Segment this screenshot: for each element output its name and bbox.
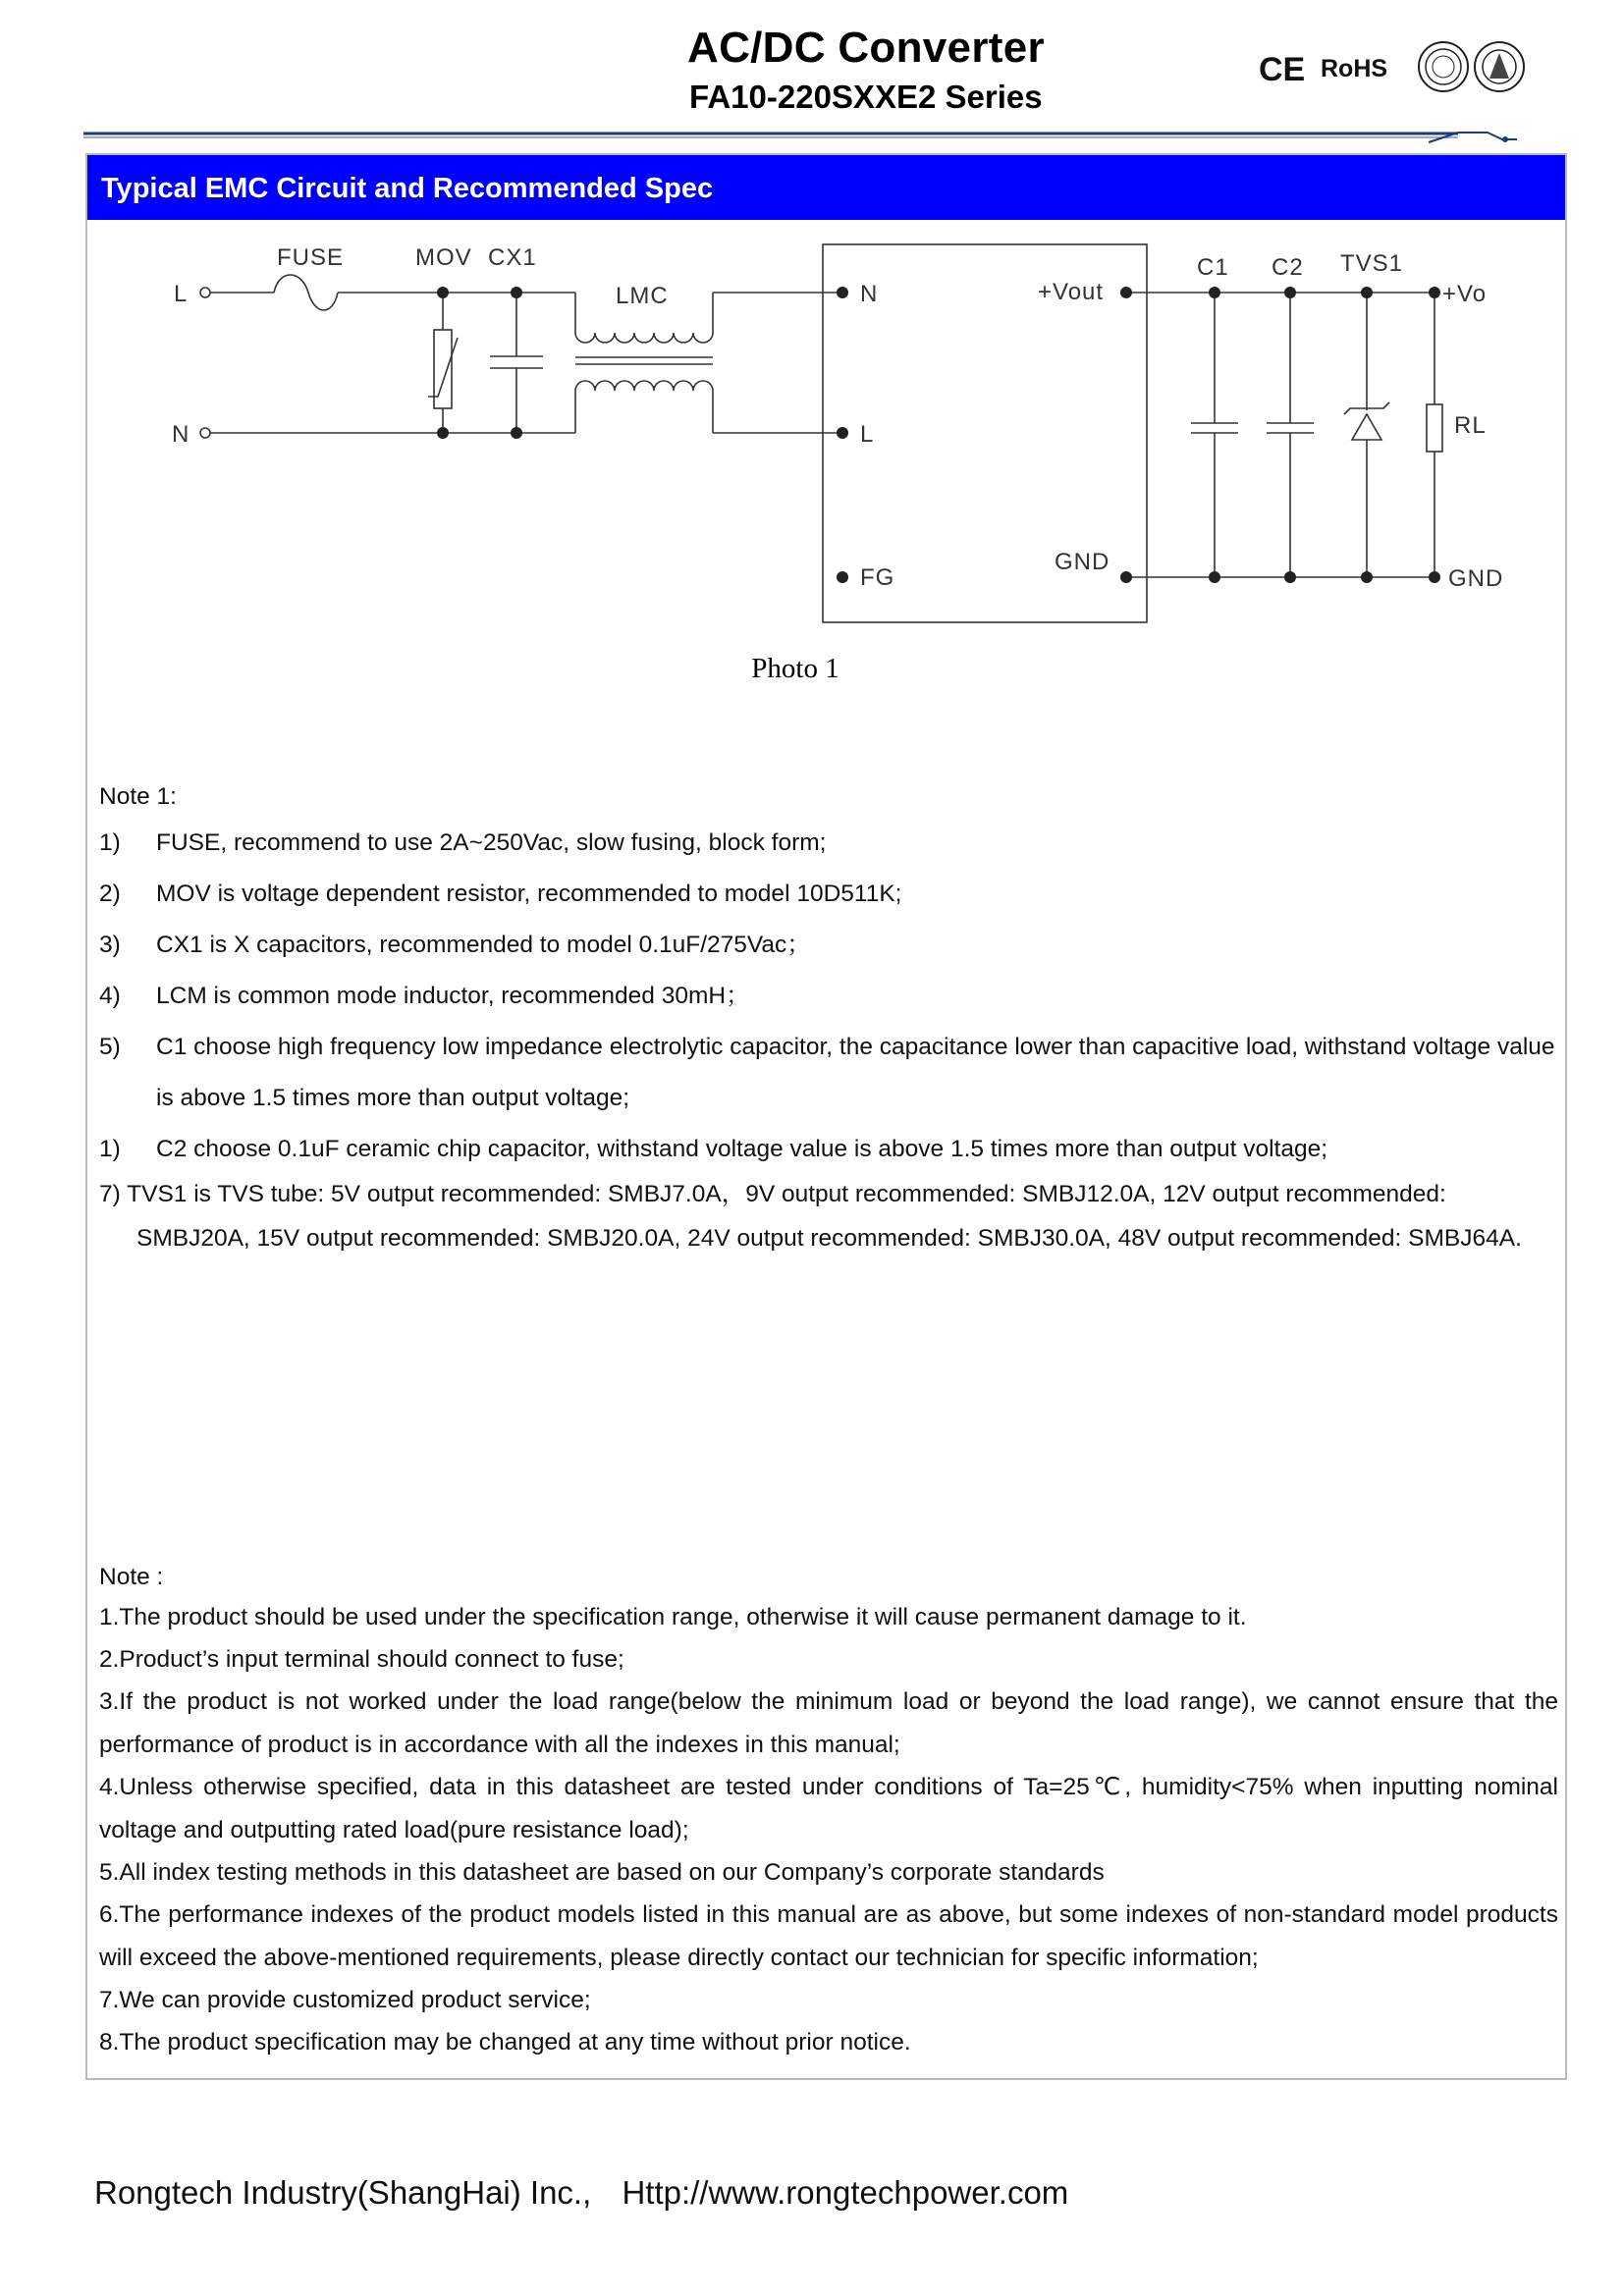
note-item: 1.The product should be used under the specification range, otherwise it will cause permanent damage to it. [99, 1604, 1247, 1630]
iso-seal-icon [1419, 42, 1468, 91]
label-tvs1: TVS1 [1340, 250, 1404, 277]
note-item: 5.All index testing methods in this datasheet are based on our Company’s corporate standards [99, 1859, 1105, 1886]
pin-label-vout: +Vout [1038, 279, 1105, 305]
input-label-n: N [172, 421, 190, 448]
quality-seal-icon [1475, 42, 1524, 91]
note1-item-7 [99, 1172, 1562, 1260]
label-c2: C2 [1272, 254, 1304, 281]
note-item: 7.We can provide customized product service; [99, 1987, 591, 2013]
note1-item-number: 2) [99, 881, 121, 907]
fuse-symbol [274, 275, 338, 310]
note1-item-number: 5) [99, 1034, 121, 1060]
note-item: 4.Unless otherwise specified, data in this datasheet are tested under conditions of Ta=25℃, humidity<75% when inputting nominal voltage and outputting rated load(pure resistance load); [99, 1774, 1558, 1843]
tvs-symbol [1352, 414, 1381, 440]
note-item: 2.Product’s input terminal should connect to fuse; [99, 1646, 624, 1673]
certification-logos [1247, 37, 1542, 96]
label-c1: C1 [1197, 254, 1229, 281]
note1-item-number: 1) [99, 829, 121, 856]
note-item: 8.The product specification may be changed at any time without prior notice. [99, 2029, 911, 2056]
note1-item-text: C1 choose high frequency low impedance electrolytic capacitor, the capacitance lower than capacitive load, withstand voltage value is above 1.5 times more than output voltage; [156, 1034, 1555, 1111]
header-divider [83, 131, 1517, 146]
note1-item-text: C2 choose 0.1uF ceramic chip capacitor, withstand voltage value is above 1.5 times more than output voltage; [156, 1136, 1327, 1162]
section-banner [87, 155, 1565, 220]
note1-item-text: CX1 is X capacitors, recommended to model 0.1uF/275Vac； [156, 932, 811, 958]
pin-label-n: N [860, 281, 879, 307]
note1-item-number: 1) [99, 1136, 121, 1162]
company-name: Rongtech Industry(ShangHai) Inc., [94, 2174, 592, 2211]
label-rl: RL [1454, 412, 1487, 439]
load-resistor-symbol [1427, 404, 1442, 452]
note-item: 6.The performance indexes of the product models listed in this manual are as above, but some indexes of non-standard model products will exceed the above-mentioned requirements, please directly contact our technician for specific information; [99, 1901, 1558, 1971]
note1-item-number: 4) [99, 983, 121, 1009]
label-cx1: CX1 [488, 244, 537, 271]
note-item: 3.If the product is not worked under the load range(below the minimum load or beyond the load range), we cannot ensure that the performance of product is in accordance with all the indexes in this manual; [99, 1688, 1558, 1758]
document-title: AC/DC Converter [687, 24, 1045, 72]
label-lmc: LMC [616, 283, 669, 309]
page-footer [94, 2174, 1090, 2212]
lmc-coil-bottom [575, 381, 713, 391]
company-website-link[interactable]: Http://www.rongtechpower.com [622, 2174, 1069, 2211]
section-title: Typical EMC Circuit and Recommended Spec [101, 173, 714, 204]
input-label-l: L [174, 281, 189, 307]
label-fuse: FUSE [277, 244, 345, 271]
emc-circuit-diagram [87, 222, 1565, 644]
pin-label-fg: FG [860, 564, 895, 591]
note1-heading: Note 1: [99, 783, 177, 810]
notes-heading: Note : [99, 1564, 164, 1590]
lmc-coil-top [575, 333, 713, 343]
output-label-gnd: GND [1448, 565, 1504, 592]
label-mov: MOV [415, 244, 472, 271]
pin-label-l: L [860, 421, 875, 448]
ce-mark: CE [1259, 51, 1306, 88]
figure-caption: Photo 1 [751, 653, 839, 684]
rohs-mark: RoHS [1321, 55, 1388, 82]
note1-item-text: MOV is voltage dependent resistor, recommended to model 10D511K; [156, 881, 902, 907]
note1-item-text: 7) TVS1 is TVS tube: 5V output recommended: SMBJ7.0A，9V output recommended: SMBJ12.0A, 12V output recommended: SMBJ20A, 15V output recommended: SMBJ20.0A, 24V output recommended: SMBJ30.0A, 48V output recommended: SMBJ64A. [99, 1181, 1522, 1252]
series-name: FA10-220SXXE2 Series [689, 79, 1043, 115]
note1-item-text: LCM is common mode inductor, recommended 30mH； [156, 983, 750, 1009]
output-label-vo: +Vo [1442, 281, 1488, 307]
pin-label-gnd: GND [1055, 549, 1110, 575]
note1-item-number: 3) [99, 932, 121, 958]
note1-item-text: FUSE, recommend to use 2A~250Vac, slow fusing, block form; [156, 829, 827, 856]
